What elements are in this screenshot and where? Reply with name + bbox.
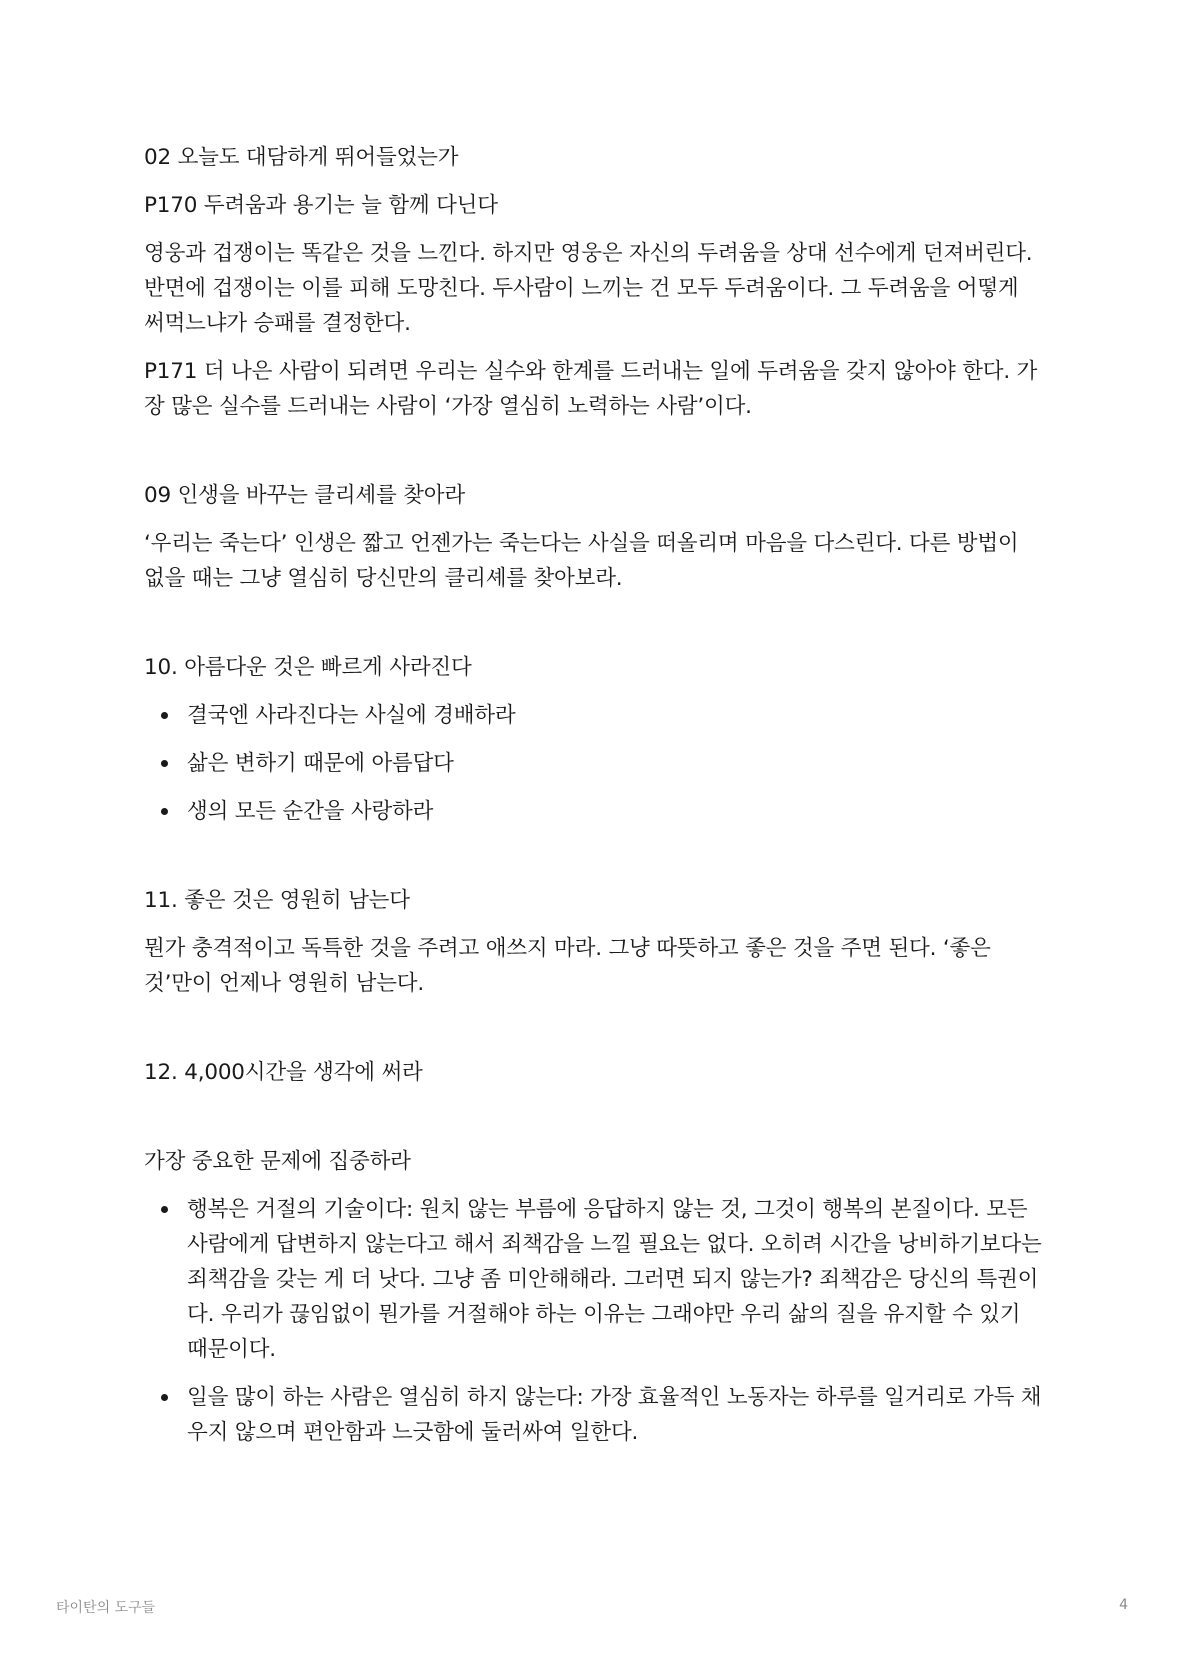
list-item	[144, 1192, 1044, 1367]
section-11-title: 11. 좋은 것은 영원히 남는다	[144, 888, 410, 913]
section-02-body: 영웅과 겁쟁이는 똑같은 것을 느낀다. 하지만 영웅은 자신의 두려움을 상대 선수에게 던져버린다. 반면에 겁쟁이는 이를 피해 도망친다. 두사람이 느끼는 건 모두 두려움이다. 그 두려움을 어떻게 써먹느냐가 승패를 결정한다.	[144, 241, 1033, 336]
section-09-title: 09 인생을 바꾸는 클리셰를 찾아라	[144, 483, 465, 508]
section-11-body: 뭔가 충격적이고 독특한 것을 주려고 애쓰지 마라. 그냥 따뜻하고 좋은 것을 주면 된다. ‘좋은 것’만이 언제나 영원히 남는다.	[144, 936, 991, 996]
list-item-text: 결국엔 사라진다는 사실에 경배하라	[187, 703, 516, 728]
section-02-p171: P171 더 나은 사람이 되려면 우리는 실수와 한계를 드러내는 일에 두려움을 갖지 않아야 한다. 가장 많은 실수를 드러내는 사람이 ‘가장 열심히 노력하는 사람’이다.	[144, 359, 1038, 419]
list-item-text: 일을 많이 하는 사람은 열심히 하지 않는다: 가장 효율적인 노동자는 하루를 일거리로 가득 채우지 않으며 편안함과 느긋함에 둘러싸여 일한다.	[187, 1385, 1042, 1445]
list-item	[144, 1380, 1044, 1450]
list-item	[144, 698, 1044, 733]
list-item-text: 생의 모든 순간을 사랑하라	[187, 799, 434, 824]
focus-list	[144, 1192, 1044, 1450]
footer-book-title: 타이탄의 도구들	[56, 1600, 156, 1616]
section-02-p170: P170 두려움과 용기는 늘 함께 다닌다	[144, 193, 498, 218]
list-item	[144, 746, 1044, 781]
bullet-icon	[161, 1206, 168, 1213]
list-item	[144, 794, 1044, 829]
footer-page-number: 4	[1119, 1597, 1128, 1613]
bullet-icon	[161, 808, 168, 815]
list-item-text: 삶은 변하기 때문에 아름답다	[187, 751, 454, 776]
document-page	[144, 140, 1044, 1463]
section-02-title: 02 오늘도 대담하게 뛰어들었는가	[144, 145, 459, 170]
bullet-icon	[161, 712, 168, 719]
list-item-text: 행복은 거절의 기술이다: 원치 않는 부름에 응답하지 않는 것, 그것이 행복의 본질이다. 모든 사람에게 답변하지 않는다고 해서 죄책감을 느낄 필요는 없다. 오히려 시간을 낭비하기보다는 죄책감을 갖는 게 더 낫다. 그냥 좀 미안해해라. 그러면 되지 않는가? 죄책감은 당신의 특권이다. 우리가 끊임없이 뭔가를 거절해야 하는 이유는 그래야만 우리 삶의 질을 유지할 수 있기 때문이다.	[187, 1197, 1042, 1362]
section-10-title: 10. 아름다운 것은 빠르게 사라진다	[144, 655, 472, 680]
section-09-body: ‘우리는 죽는다’ 인생은 짧고 언젠가는 죽는다는 사실을 떠올리며 마음을 다스린다. 다른 방법이 없을 때는 그냥 열심히 당신만의 클리셰를 찾아보라.	[144, 531, 1019, 591]
section-12-title: 12. 4,000시간을 생각에 써라	[144, 1060, 423, 1085]
section-10-list	[144, 698, 1044, 829]
bullet-icon	[161, 1394, 168, 1401]
focus-title: 가장 중요한 문제에 집중하라	[144, 1149, 411, 1174]
bullet-icon	[161, 760, 168, 767]
